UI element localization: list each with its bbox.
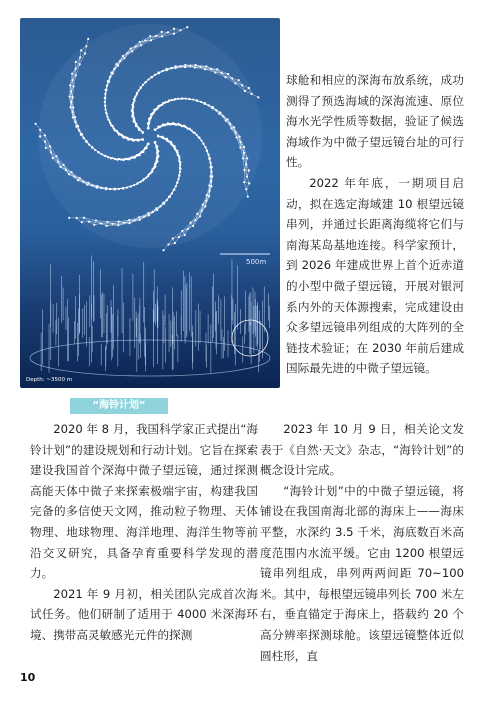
depth-label: Depth: ~3500 m [26,377,73,383]
spiral-network-illustration [20,18,280,388]
paragraph: 2020 年 8 月，我国科学家正式提出“海铃计划”的建设规划和行动计划。它旨在探索建设我国首个深海中微子望远镜，通过探测高能天体中微子来探索极端宇宙，构建我国完备的多信使天文网，推动粒子物理、天体物理、地球物理、海洋地理、海洋生物等前沿交叉研究，具备孕育重要科学发现的潜力。 [30,422,258,581]
paragraph: 2023 年 10 月 9 日，相关论文发表于《自然·天文》杂志，“海铃计划”的概念设计完成。 [260,422,464,478]
paragraph: 球舱和相应的深海布放系统，成功测得了预选海域的深海流速、原位海水光学性质等数据，验证了候选海域作为中微子望远镜台址的可行性。 [286,73,464,170]
scale-label: 500m [246,258,267,266]
paragraph: 2021 年 9 月初，相关团队完成首次海试任务。他们研制了适用于 4000 米深海环境、携带高灵敏感光元件的探测 [30,586,258,642]
figure-caption: “海铃计划” [70,398,168,414]
paragraph: “海铃计划”中的中微子望远镜，将铺设在我国南海北部的海床上——海床平整，水深约 3.5 千米，海底数百米高度范围内水流平缓。它由 1200 根望远镜串列组成，串列两两间距 70~100 米。其中，每根望远镜串列长 700 米左右，垂直锚定于海床上，搭载约 20 个高分辨率探测球舱。该望远镜整体近似圆柱形，直 [260,483,464,663]
right-column-bottom [260,419,464,666]
telescope-array-figure [20,18,280,388]
left-column [30,419,258,646]
right-column-top [286,70,464,379]
paragraph: 2022 年年底，一期项目启动，拟在选定海域建 10 根望远镜串列，并通过长距离海缆将它们与南海某岛基地连接。科学家预计，到 2026 年建成世界上首个近赤道的小型中微子望远镜，开展对银河系内外的天体源搜索，完成建设由众多望远镜串列组成的大阵列的全链技术验证；在 2030 年前后建成国际最先进的中微子望远镜。 [286,175,464,376]
page-number: 10 [20,671,36,684]
